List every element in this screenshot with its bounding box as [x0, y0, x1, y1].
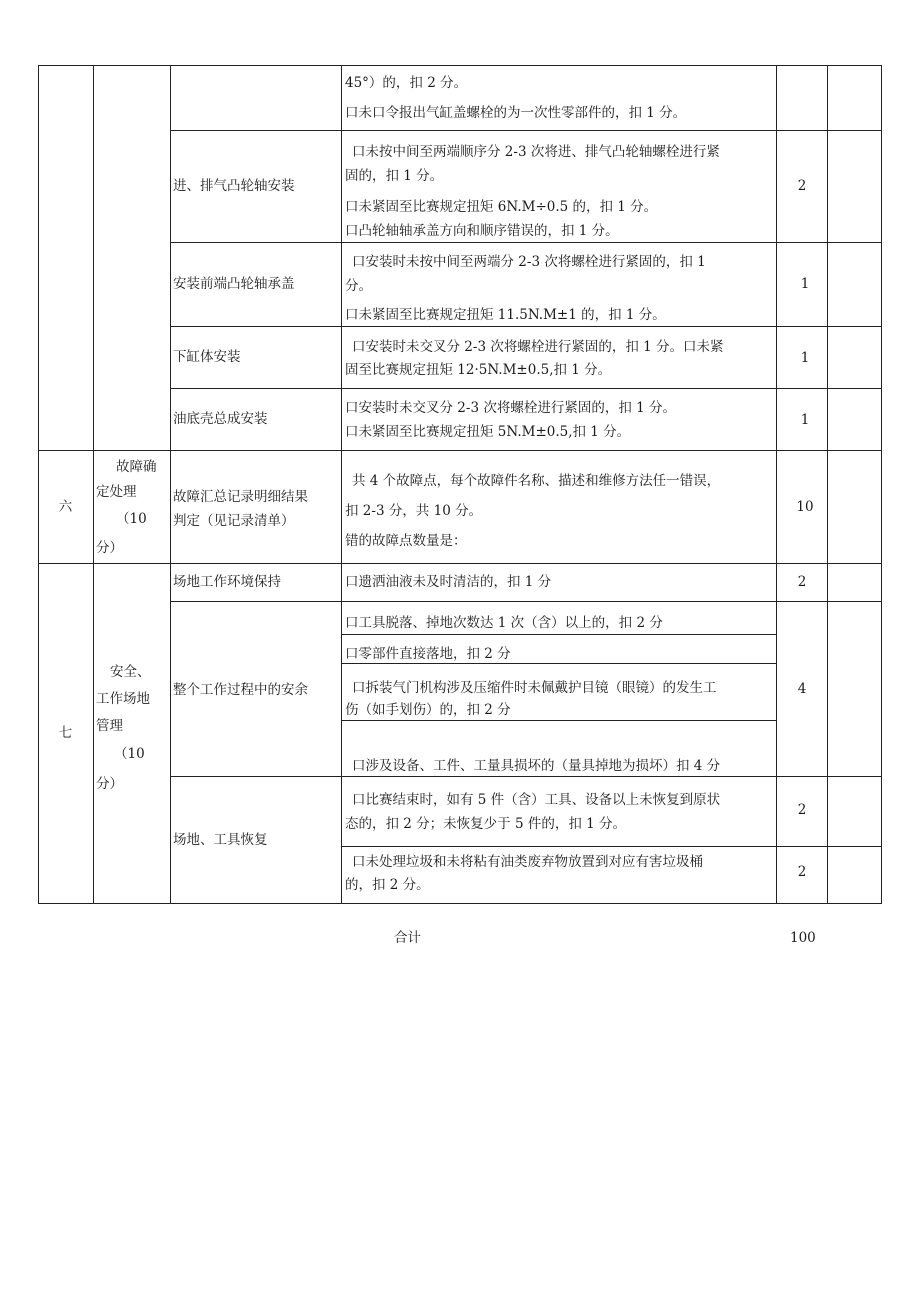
criteria-line: 45°）的，扣 2 分。: [345, 75, 468, 91]
criteria-line: 口凸轮轴轴承盖方向和顺序错误的，扣 1 分。: [345, 223, 619, 239]
sequence-number: 六: [58, 499, 73, 515]
score-value: 4: [797, 681, 807, 697]
category-line: 安全、: [110, 664, 151, 680]
item-name: 整个工作过程中的安余: [173, 682, 308, 698]
score-value: 1: [800, 350, 810, 366]
criteria-line: 口工具脱落、掉地次数达 1 次（含）以上的，扣 2 分: [345, 615, 663, 631]
criteria-line: 分。: [345, 278, 372, 294]
criteria-line: 扣 2-3 分，共 10 分。: [345, 503, 483, 519]
score-value: 10: [796, 499, 814, 515]
criteria-line: 口安装时未按中间至两端分 2-3 次将螺栓进行紧固的，扣 1: [352, 254, 706, 270]
criteria-line: 的，扣 2 分。: [345, 877, 430, 893]
score-value: 1: [800, 276, 810, 292]
category-line: （10: [114, 746, 145, 762]
criteria-line: 固至比赛规定扭矩 12·5N.M±0.5,扣 1 分。: [345, 362, 612, 378]
criteria-line: 共 4 个故障点，每个故障件名称、描述和维修方法任一错误，: [352, 473, 721, 489]
score-value: 2: [797, 864, 807, 880]
score-value: 1: [800, 412, 810, 428]
criteria-line: 口未紧固至比赛规定扭矩 11.5N.M±1 的，扣 1 分。: [345, 307, 666, 323]
criteria-line: 口零部件直接落地，扣 2 分: [345, 646, 511, 662]
item-name: 安装前端凸轮轴承盖: [173, 276, 295, 292]
sequence-number: 七: [58, 725, 73, 741]
score-value: 2: [797, 802, 807, 818]
category-line: （10: [116, 511, 147, 527]
criteria-line: 错的故障点数量是：: [345, 533, 467, 549]
criteria-line: 伤（如手划伤）的，扣 2 分: [345, 702, 511, 718]
category-line: 故障确: [116, 459, 157, 475]
category-line: 管理: [96, 718, 123, 734]
criteria-line: 固的，扣 1 分。: [345, 168, 444, 184]
criteria-line: 口未紧固至比赛规定扭矩 5N.M±0.5,扣 1 分。: [345, 424, 631, 440]
item-name: 进、排气凸轮轴安装: [173, 178, 295, 194]
total-label: 合计: [394, 930, 421, 946]
criteria-line: 口安装时未交叉分 2-3 次将螺栓进行紧固的，扣 1 分。口未紧: [352, 339, 724, 355]
criteria-line: 口拆装气门机构涉及压缩件时未佩戴护目镜（眼镜）的发生工: [352, 680, 717, 696]
criteria-line: 态的，扣 2 分；未恢复少于 5 件的，扣 1 分。: [345, 816, 627, 832]
criteria-line: 口未按中间至两端顺序分 2-3 次将进、排气凸轮轴螺栓进行紧: [352, 144, 720, 160]
item-name: 油底壳总成安装: [173, 411, 268, 427]
item-name: 场地、工具恢复: [173, 832, 268, 848]
criteria-line: 口遗洒油液未及时清洁的，扣 1 分: [345, 574, 552, 590]
category-line: 工作场地: [96, 691, 150, 707]
score-value: 2: [797, 574, 807, 590]
score-value: 2: [797, 178, 807, 194]
category-line: 定处理: [96, 484, 137, 500]
criteria-line: 口比赛结束时，如有 5 件（含）工具、设备以上未恢复到原状: [352, 792, 721, 808]
category-line: 分）: [96, 540, 123, 556]
criteria-line: 口未紧固至比赛规定扭矩 6N.M÷0.5 的，扣 1 分。: [345, 199, 658, 215]
item-name: 下缸体安装: [173, 349, 241, 365]
item-name: 判定（见记录清单）: [173, 513, 295, 529]
criteria-line: 口涉及设备、工件、工量具损坏的（量具掉地为损坏）扣 4 分: [352, 758, 721, 774]
category-line: 分）: [96, 776, 123, 792]
total-value: 100: [790, 930, 816, 946]
item-name: 场地工作环境保持: [173, 574, 281, 590]
criteria-line: 口未处理垃圾和未将粘有油类废弃物放置到对应有害垃圾桶: [352, 854, 703, 870]
criteria-line: 口安装时未交叉分 2-3 次将螺栓进行紧固的，扣 1 分。: [345, 400, 676, 416]
criteria-line: 口未口令报出气缸盖螺栓的为一次性零部件的，扣 1 分。: [345, 105, 687, 121]
item-name: 故障汇总记录明细结果: [173, 489, 308, 505]
